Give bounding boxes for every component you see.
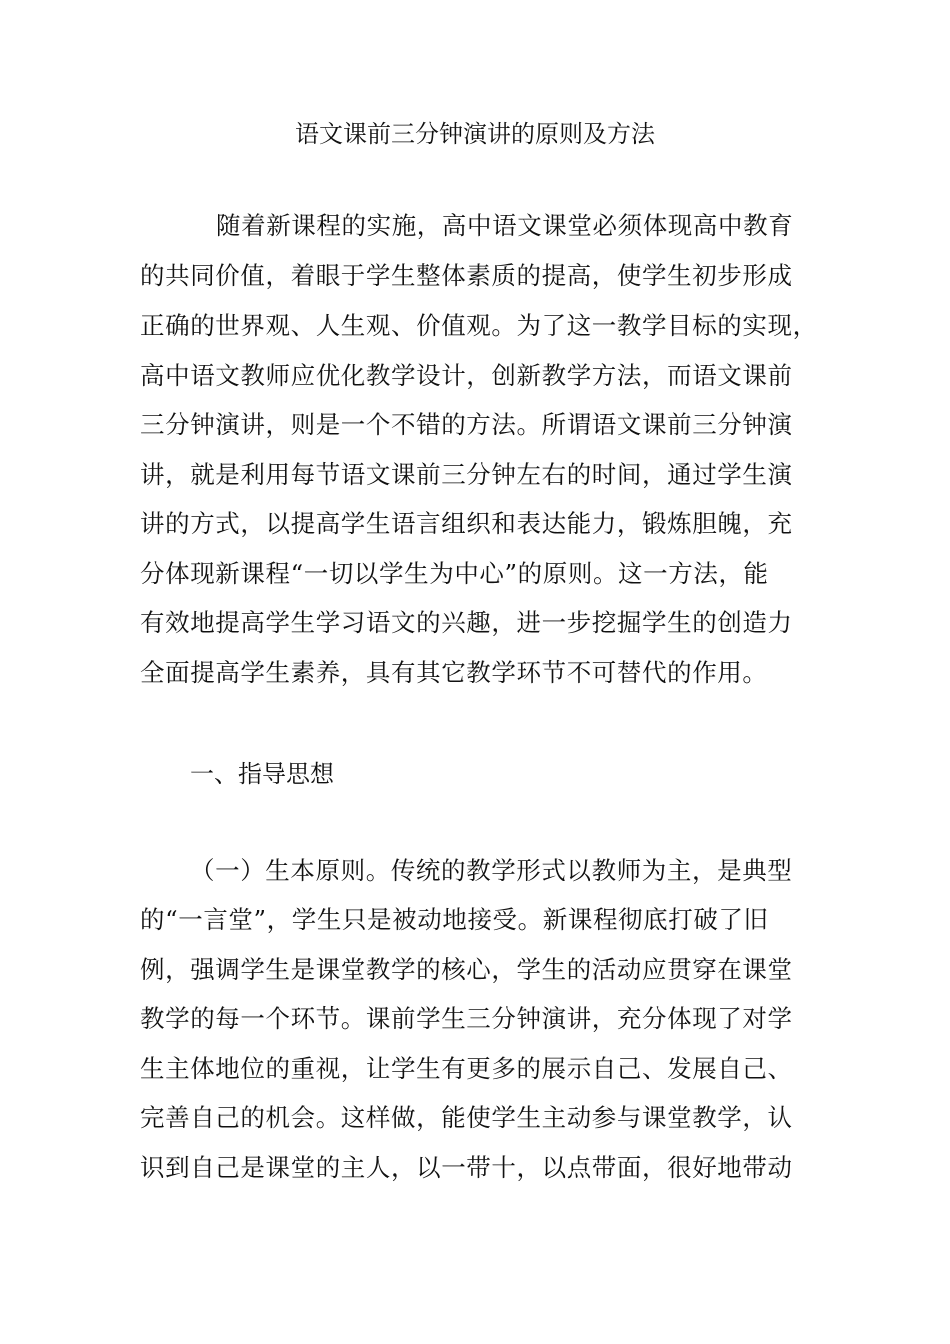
section-line: 生主体地位的重视，让学生有更多的展示自己、发展自己、 [140, 1054, 793, 1083]
intro-line: 有效地提高学生学习语文的兴趣，进一步挖掘学生的创造力 [140, 608, 793, 637]
document-title: 语文课前三分钟演讲的原则及方法 [295, 120, 655, 148]
intro-line: 的共同价值，着眼于学生整体素质的提高，使学生初步形成 [140, 261, 793, 290]
intro-line: 全面提高学生素养，具有其它教学环节不可替代的作用。 [140, 658, 768, 687]
section-heading: 一、指导思想 [190, 760, 334, 788]
section-line: 识到自己是课堂的主人，以一带十，以点带面，很好地带动 [140, 1153, 793, 1182]
intro-line: 随着新课程的实施，高中语文课堂必须体现高中教育 [216, 211, 794, 240]
section-line: 完善自己的机会。这样做，能使学生主动参与课堂教学，认 [140, 1103, 793, 1132]
intro-line: 讲的方式，以提高学生语言组织和表达能力，锻炼胆魄，充 [140, 509, 793, 538]
section-line: 教学的每一个环节。课前学生三分钟演讲，充分体现了对学 [140, 1004, 793, 1033]
intro-line: 分体现新课程“一切以学生为中心”的原则。这一方法，能 [140, 559, 769, 588]
intro-line: 高中语文教师应优化教学设计，创新教学方法，而语文课前 [140, 361, 793, 390]
section-line: 的“一言堂”，学生只是被动地接受。新课程彻底打破了旧 [140, 905, 769, 934]
section-line: （一）生本原则。传统的教学形式以教师为主，是典型 [190, 856, 793, 885]
intro-line: 正确的世界观、人生观、价值观。为了这一教学目标的实现， [140, 311, 818, 340]
intro-line: 讲，就是利用每节语文课前三分钟左右的时间，通过学生演 [140, 460, 793, 489]
section-line: 例，强调学生是课堂教学的核心，学生的活动应贯穿在课堂 [140, 955, 793, 984]
intro-line: 三分钟演讲，则是一个不错的方法。所谓语文课前三分钟演 [140, 410, 793, 439]
